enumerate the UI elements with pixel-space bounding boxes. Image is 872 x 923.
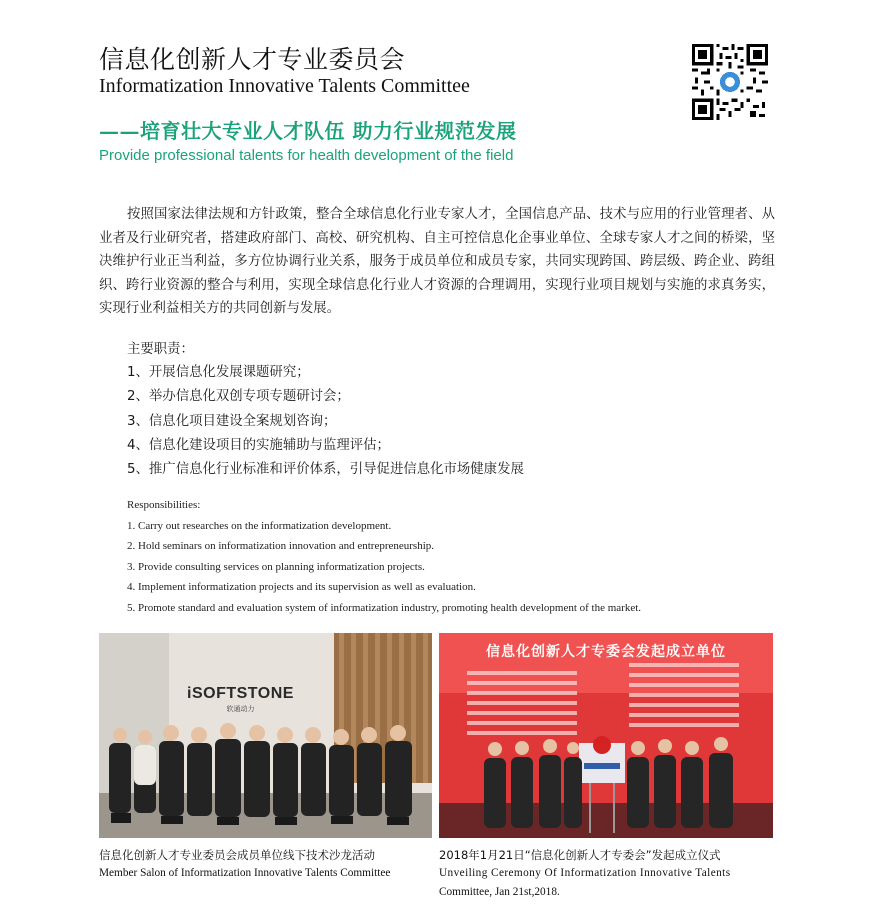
duties-list xyxy=(127,361,524,482)
group-photo-illustration xyxy=(99,633,432,838)
duties-title: 主要职责： xyxy=(127,342,194,357)
responsibility-item: 5. Promote standard and evaluation system of informatization industry, promoting health development of the market. xyxy=(127,601,642,614)
responsibility-item: 3. Provide consulting services on planning informatization projects. xyxy=(127,560,425,573)
responsibilities-title: Responsibilities: xyxy=(127,499,201,511)
title-en: Informatization Innovative Talents Committee xyxy=(99,75,470,97)
duty-item: 2、举办信息化双创专项专题研讨会； xyxy=(127,389,350,405)
ceremony-photo-illustration xyxy=(439,633,773,838)
responsibility-item: 2. Hold seminars on informatization innovation and entrepreneurship. xyxy=(127,540,435,552)
caption-photo1-cn: 信息化创新人才专业委员会成员单位线下技术沙龙活动 xyxy=(99,848,375,862)
title-cn: 信息化创新人才专业委员会 xyxy=(99,45,406,74)
softstone-sign: iSOFTSTONE 软通动力 xyxy=(187,685,294,713)
duty-item: 4、信息化建设项目的实施辅助与监理评估； xyxy=(127,437,390,453)
responsibility-item: 1. Carry out researches on the informatization development. xyxy=(127,519,392,532)
slogan-cn: ——培育壮大专业人才队伍 助力行业规范发展 xyxy=(99,119,517,143)
qr-code-icon xyxy=(692,44,768,120)
photo-member-salon xyxy=(99,633,432,838)
duty-item: 1、开展信息化发展课题研究； xyxy=(127,365,310,380)
caption-photo1-en: Member Salon of Informatization Innovative Talents Committee xyxy=(99,867,391,879)
responsibility-item: 4. Implement informatization projects and its supervision as well as evaluation. xyxy=(127,581,476,593)
caption-photo2-en-2: Committee, Jan 21st,2018. xyxy=(439,886,560,898)
duty-item: 3、信息化项目建设全案规划咨询； xyxy=(127,413,337,429)
photo-unveiling-ceremony xyxy=(439,633,773,838)
caption-photo2-cn: 2018年1月21日“信息化创新人才专委会”发起成立仪式 xyxy=(439,848,721,862)
caption-photo2-en-1: Unveiling Ceremony Of Informatization Innovative Talents xyxy=(439,867,731,879)
slogan-en: Provide professional talents for health development of the field xyxy=(99,147,514,164)
ceremony-banner: 信息化创新人才专委会发起成立单位 xyxy=(486,644,726,660)
duty-item: 5、推广信息化行业标准和评价体系，引导促进信息化市场健康发展 xyxy=(127,462,524,478)
responsibilities xyxy=(127,495,641,618)
intro-paragraph: 按照国家法律法规和方针政策，整合全球信息化行业专家人才，全国信息产品、技术与应用的行业管理者、从业者及行业研究者，搭建政府部门、高校、研究机构、自主可控信息化企事业单位、全球专家人才之间的桥梁，坚决维护行业正当利益，多方位协调行业关系，服务于成员单位和成员专家，共同实现跨国、跨层级、跨企业、跨组织、跨行业资源的整合与利用，实现全球信息化行业人才资源的合理调用，实现行业项目规划与实施的求真务实，实现行业利益相关方的共同创新与发展。 xyxy=(99,207,775,316)
